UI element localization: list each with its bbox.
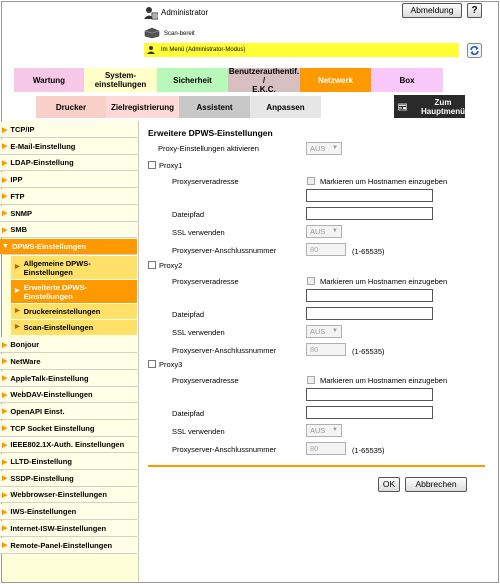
help-button[interactable]: ?	[467, 3, 482, 18]
proxy2-port-input[interactable]: 80	[306, 343, 346, 356]
chevron-right-icon: ▶	[2, 193, 8, 201]
sidebar-item-label: TCP/IP	[10, 125, 35, 134]
proxy3-ssl-label: SSL verwenden	[172, 427, 225, 436]
proxy3-path-input[interactable]	[306, 406, 433, 419]
sidebar-item-after-0[interactable]	[0, 337, 137, 353]
sidebar-subitem-3[interactable]	[11, 320, 137, 335]
chevron-right-icon: ▶	[2, 391, 8, 399]
proxy1-address-input[interactable]	[306, 189, 433, 202]
sidebar-item-after-11[interactable]	[0, 521, 137, 537]
chevron-right-icon: ▶	[2, 458, 8, 466]
mode-text: Im Menü (Administrator-Modus)	[161, 47, 246, 53]
sidebar-item-label: Erweiterte DPWS- Einstellungen	[23, 282, 87, 301]
sidebar-item-after-10[interactable]	[0, 504, 137, 520]
sidebar-item-5[interactable]	[0, 206, 137, 222]
sidebar-item-label: Internet-ISW-Einstellungen	[10, 523, 107, 533]
sidebar-item-label: SNMP	[10, 208, 33, 218]
proxy3-address-label: Proxyserveradresse	[172, 376, 239, 385]
sidebar-item-label: SMB	[10, 225, 28, 235]
page-title: Erweitere DPWS-Einstellungen	[148, 128, 273, 138]
proxy1-port-input[interactable]: 80	[306, 243, 346, 256]
chevron-right-icon: ▶	[2, 143, 8, 151]
sidebar-item-label: OpenAPI Einst.	[10, 406, 65, 416]
chevron-right-icon: ▶	[2, 542, 8, 549]
proxy3-address-input[interactable]	[306, 388, 433, 401]
sidebar-subitem-0[interactable]	[11, 256, 137, 279]
proxy1-label: Proxy1	[159, 161, 183, 170]
sidebar-item-1[interactable]	[0, 139, 137, 155]
proxy3-hostname-label: Markieren um Hostnamen einzugeben	[320, 376, 448, 385]
sidebar-item-label: IEEE802.1X-Auth. Einstellungen	[10, 440, 125, 450]
tab-wizard[interactable]: Assistent	[179, 95, 250, 118]
chevron-right-icon: ▶	[2, 176, 8, 184]
chevron-right-icon: ▶	[2, 226, 8, 234]
main-menu-button[interactable]	[394, 95, 465, 118]
sidebar-item-label: Allgemeine DPWS- Einstellungen	[23, 258, 91, 277]
proxy1-port-range: (1-65535)	[352, 247, 385, 256]
proxy2-port-label: Proxyserver-Anschlussnummer	[172, 346, 277, 355]
sidebar-item-0[interactable]	[0, 122, 137, 138]
chevron-right-icon: ▶	[2, 358, 8, 366]
sidebar-item-label: Webbrowser-Einstellungen	[10, 490, 107, 500]
tab-destination-registration[interactable]: Zielregistrierung	[106, 95, 179, 118]
proxy3-ssl-select[interactable]: AUS ▼	[306, 424, 342, 437]
chevron-right-icon: ▶	[2, 525, 8, 533]
sidebar-item-after-3[interactable]	[0, 387, 137, 403]
proxy1-ssl-label: SSL verwenden	[172, 228, 225, 237]
sidebar-item-after-4[interactable]	[0, 404, 137, 420]
proxy3-path-label: Dateipfad	[172, 409, 205, 418]
proxy1-address-label: Proxyserveradresse	[172, 177, 239, 186]
sidebar-item-label: SSDP-Einstellung	[10, 473, 74, 483]
chevron-right-icon: ▶	[2, 341, 8, 349]
proxy1-checkbox[interactable]	[148, 161, 156, 169]
sidebar-item-label: LDAP-Einstellung	[10, 158, 74, 168]
sidebar-item-7[interactable]	[0, 239, 137, 255]
chevron-right-icon: ▶	[15, 324, 20, 331]
main-menu-icon	[398, 101, 407, 113]
proxy1-hostname-checkbox[interactable]	[307, 177, 315, 185]
proxy3-hostname-checkbox[interactable]	[307, 376, 315, 384]
sidebar-item-after-7[interactable]	[0, 454, 137, 470]
proxy-enable-label: Proxy-Einstellungen aktivieren	[158, 144, 259, 153]
admin-label: Administrator	[161, 8, 209, 17]
sidebar-item-label: Druckereinstellungen	[23, 307, 101, 317]
scan-status: Scan-bereit	[164, 31, 195, 37]
sidebar-item-label: Bonjour	[10, 340, 40, 350]
main-menu-label: Zum Hauptmenü	[421, 97, 465, 116]
sidebar-item-3[interactable]	[0, 172, 137, 188]
sidebar-item-2[interactable]	[0, 155, 137, 171]
sidebar-item-label: DPWS-Einstellungen	[11, 241, 87, 251]
proxy2-checkbox[interactable]	[148, 261, 156, 269]
proxy1-hostname-label: Markieren um Hostnamen einzugeben	[320, 177, 448, 186]
sidebar-item-label: Remote-Panel-Einstellungen	[10, 540, 113, 550]
sidebar-item-4[interactable]	[0, 189, 137, 205]
proxy2-ssl-select[interactable]: AUS ▼	[306, 325, 342, 338]
chevron-down-icon: ▼	[2, 242, 9, 250]
chevron-right-icon: ▶	[2, 408, 8, 416]
chevron-right-icon: ▶	[2, 425, 8, 433]
tab-user-auth[interactable]: Benutzerauthentif. / E.K.C.	[228, 66, 300, 94]
proxy-enable-select[interactable]: AUS ▼	[306, 142, 342, 155]
scanner-icon	[144, 27, 160, 39]
proxy3-checkbox[interactable]	[148, 360, 156, 368]
proxy2-path-input[interactable]	[306, 307, 433, 320]
sidebar-item-after-2[interactable]	[0, 371, 137, 387]
divider	[148, 465, 485, 467]
sidebar-item-after-6[interactable]	[0, 437, 137, 453]
proxy2-label: Proxy2	[159, 261, 183, 270]
chevron-right-icon: ▶	[2, 475, 8, 483]
proxy2-hostname-label: Markieren um Hostnamen einzugeben	[320, 277, 448, 286]
sidebar-item-6[interactable]	[0, 222, 137, 238]
sidebar-item-after-5[interactable]	[0, 421, 137, 437]
tab-security[interactable]: Sicherheit	[157, 67, 228, 92]
chevron-right-icon: ▶	[2, 159, 8, 167]
refresh-icon[interactable]	[467, 43, 482, 58]
tab-system-settings[interactable]: System- einstellungen	[84, 67, 157, 92]
tab-network[interactable]: Netzwerk	[300, 67, 371, 92]
chevron-right-icon: ▶	[2, 491, 8, 499]
proxy3-port-input[interactable]: 80	[306, 442, 346, 455]
sidebar-item-label: IPP	[10, 175, 23, 185]
tab-printer[interactable]: Drucker	[36, 95, 106, 118]
sidebar-item-label: TCP Socket Einstellung	[10, 423, 95, 433]
chevron-right-icon: ▶	[15, 288, 20, 295]
proxy1-ssl-select[interactable]: AUS ▼	[306, 225, 342, 238]
sidebar-item-label: LLTD-Einstellung	[10, 457, 72, 466]
tab-box[interactable]: Box	[371, 67, 443, 92]
chevron-right-icon: ▶	[15, 264, 20, 271]
proxy1-port-label: Proxyserver-Anschlussnummer	[172, 246, 277, 255]
sidebar-item-after-1[interactable]	[0, 354, 137, 370]
tab-wartung[interactable]: Wartung	[14, 67, 84, 92]
proxy2-address-label: Proxyserveradresse	[172, 277, 239, 286]
chevron-right-icon: ▶	[2, 508, 8, 516]
proxy2-address-input[interactable]	[306, 289, 433, 302]
admin-mode-icon	[147, 45, 157, 55]
proxy2-ssl-label: SSL verwenden	[172, 328, 225, 337]
sidebar-item-label: Scan-Einstellungen	[23, 323, 94, 333]
sidebar-item-label: WebDAV-Einstellungen	[10, 390, 93, 400]
sidebar-item-after-9[interactable]	[0, 487, 137, 503]
tab-customize[interactable]: Anpassen	[250, 95, 321, 118]
logout-button[interactable]: Abmeldung	[402, 3, 462, 18]
proxy1-path-input[interactable]	[306, 207, 433, 220]
proxy3-port-label: Proxyserver-Anschlussnummer	[172, 445, 277, 454]
sidebar-item-label: NetWare	[10, 356, 41, 366]
sidebar-item-label: E-Mail-Einstellung	[10, 141, 76, 151]
chevron-right-icon: ▶	[2, 126, 8, 134]
proxy2-hostname-checkbox[interactable]	[307, 277, 315, 285]
sidebar-item-label: AppleTalk-Einstellung	[10, 373, 89, 383]
proxy3-port-range: (1-65535)	[352, 446, 385, 455]
proxy2-path-label: Dateipfad	[172, 310, 205, 319]
administrator-icon	[144, 6, 158, 20]
chevron-right-icon: ▶	[2, 210, 8, 217]
chevron-right-icon: ▶	[2, 375, 8, 382]
proxy1-path-label: Dateipfad	[172, 210, 205, 219]
chevron-right-icon: ▶	[15, 308, 20, 315]
ok-button[interactable]: OK	[378, 477, 400, 492]
sidebar-item-after-12[interactable]	[0, 538, 137, 554]
chevron-right-icon: ▶	[2, 441, 8, 449]
proxy2-port-range: (1-65535)	[352, 347, 385, 356]
sidebar-item-label: FTP	[10, 191, 25, 201]
sidebar-item-label: IWS-Einstellungen	[10, 507, 77, 517]
proxy3-label: Proxy3	[159, 360, 183, 369]
cancel-button[interactable]: Abbrechen	[405, 477, 467, 492]
sidebar-subitem-2[interactable]	[11, 304, 137, 319]
sidebar-item-after-8[interactable]	[0, 471, 137, 487]
sidebar-subitem-1[interactable]	[11, 280, 137, 303]
